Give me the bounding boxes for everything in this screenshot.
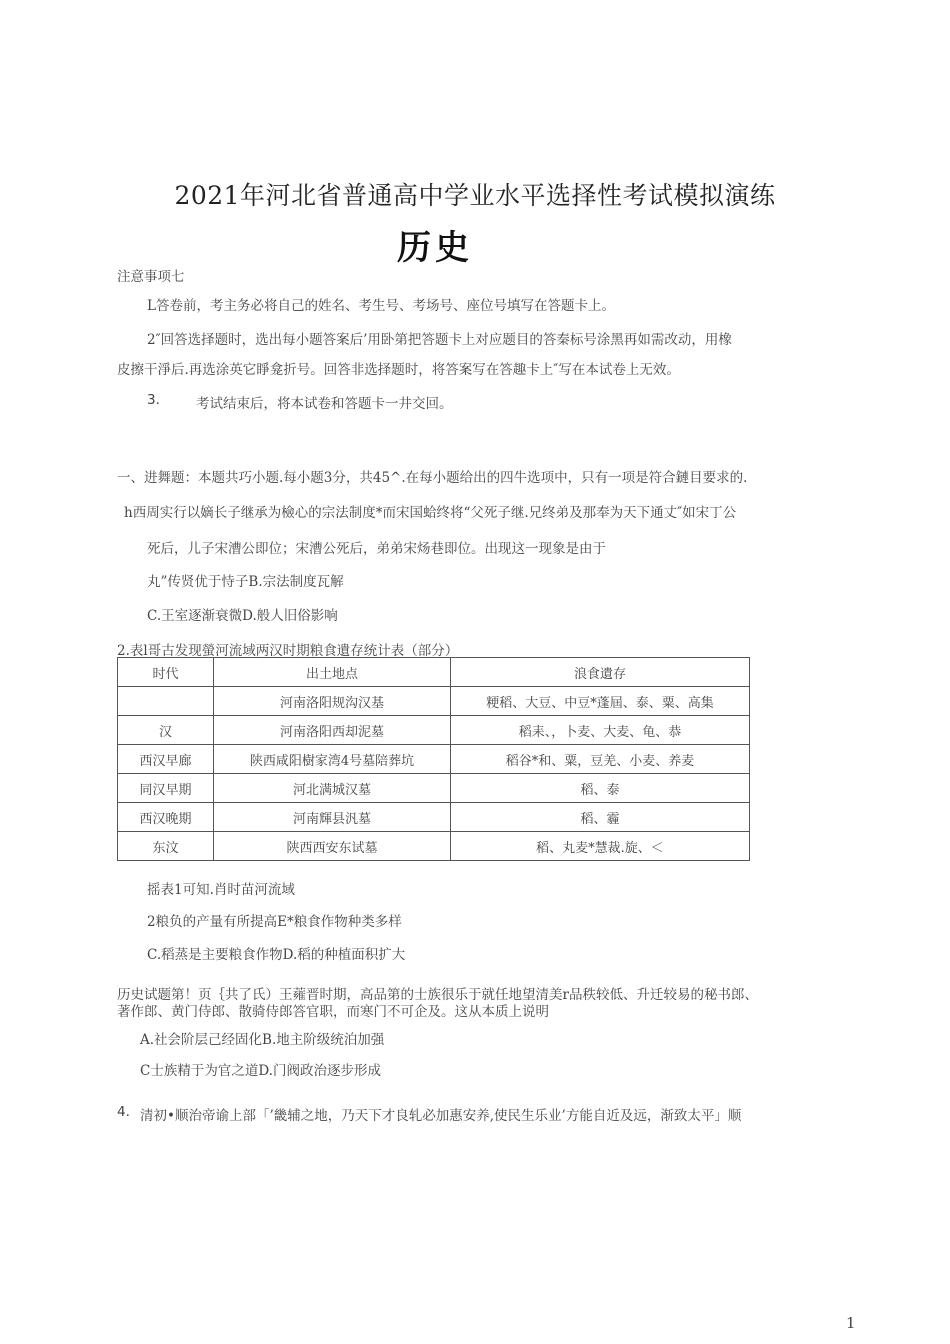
cell-era: 东汶 — [118, 832, 214, 861]
header-site: 出土地点 — [214, 658, 451, 687]
notice-heading: 注意事项七 — [117, 269, 185, 285]
q3-options-cd: C士族精于为官之道D.门阀政治逐步形成 — [140, 1063, 381, 1079]
section-heading: 一、进舞题：本题共巧小题.每小题3分，共45^.在每小题给出的四牛选项中，只有一项是符合鏈目要求的. — [117, 470, 748, 486]
cell-era: 西汉早廊 — [118, 745, 214, 774]
table-row — [118, 774, 750, 803]
table-row — [118, 687, 750, 716]
cell-remains: 稻谷*和、粟，豆羌、小麦、养麦 — [451, 745, 750, 774]
notice-item-2-line-1: 2″回答选择题时，选出每小题答案后’用卧第把答题卡上对应题目的答秦标号涂黑再如需改动，用橡 — [147, 332, 732, 348]
cell-site: 河南輝县汎墓 — [214, 803, 451, 832]
q2-line-c: C.稻蒸是主要粮食作物D.稻的种植面积扩大 — [147, 947, 406, 963]
grain-remains-table — [117, 657, 750, 861]
q2-stem: 2.表l哥古发现螢河流域两汉时期粮食遺存统计表（部分） — [117, 643, 459, 659]
q4-number: 4. — [117, 1104, 130, 1120]
q3-options-ab: A.社会阶层己经固化B.地主阶级统泊加强 — [140, 1032, 385, 1048]
cell-remains: 稻、霾 — [451, 803, 750, 832]
notice-item-3-number: 3. — [147, 392, 160, 408]
cell-remains: 稻、丸麦*慧裁.旋、＜ — [451, 832, 750, 861]
q3-line-1: 历史试题第！页｛共了氏）王蕹晋时期，高品第的士族很乐于就任地望清美r品秩较低、升迁较易的秘书郎、 — [117, 987, 758, 1003]
table-header-row — [118, 658, 750, 687]
q1-options-cd: C.王室逐渐衰微D.般人旧俗影响 — [147, 608, 338, 624]
q4-text: 清初•顺治帝谕上部「’畿辅之地，乃天下才良轧必加惠安养,使民生乐业’方能自近及远，渐致太平」顺 — [140, 1108, 742, 1124]
exam-title: 2021年河北省普通高中学业水平选择性考试模拟演练 — [174, 181, 776, 210]
page-number: 1 — [846, 1314, 856, 1332]
cell-remains: 稻耒、，卜麦、大麦、龟、恭 — [451, 716, 750, 745]
cell-site: 河南洛阳规沟汉基 — [214, 687, 451, 716]
notice-item-2-line-2: 皮擦干淨后.再选涂英它睜龛折号。回答非选择题时，将答案写在答趣卡上″写在本试卷上无效。 — [117, 362, 680, 378]
notice-item-3: 考试结束后，将本试卷和答题卡一井交回。 — [196, 396, 453, 412]
cell-site: 河北满城汉墓 — [214, 774, 451, 803]
header-remains: 浪食遺存 — [451, 658, 750, 687]
cell-remains: 粳稻、大豆、中豆*蓬屆、泰、粟、高集 — [451, 687, 750, 716]
cell-era: 同汉早期 — [118, 774, 214, 803]
cell-site: 陕西西安东试墓 — [214, 832, 451, 861]
cell-era: 汉 — [118, 716, 214, 745]
cell-site: 河南洛阳西却泥墓 — [214, 716, 451, 745]
table-row — [118, 832, 750, 861]
q1-options-ab: 丸”传贤优于恃子B.宗法制度瓦解 — [147, 574, 344, 590]
table-row — [118, 716, 750, 745]
q2-line-b: 2粮负的产量有所提高E*粮食作物种类多样 — [147, 914, 402, 930]
table-row — [118, 745, 750, 774]
table-row — [118, 803, 750, 832]
subject-title: 历史 — [397, 228, 473, 268]
header-era: 时代 — [118, 658, 214, 687]
cell-site: 陕西咸阳樹家湾4号墓陪葬坑 — [214, 745, 451, 774]
cell-era: 西汉晚期 — [118, 803, 214, 832]
q3-line-2: 著作郎、黄门侍郎、散骑侍郎答官职，而寒门不可企及。这从本质上说明 — [117, 1004, 549, 1020]
cell-remains: 稻、泰 — [451, 774, 750, 803]
q1-line-2: 死后，儿子宋漕公即位；宋漕公死后，弟弟宋炀巷即位。出现这一现象是由于 — [147, 541, 606, 557]
q2-line-a: 摇表1可知.肖时苗河流域 — [147, 882, 295, 898]
notice-item-1: L答卷前，考主务必将自己的姓名、考生号、考场号、座位号填写在答题卡上。 — [147, 298, 615, 314]
cell-era — [118, 687, 214, 716]
q1-line-1: h西周实行以嫡长子继承为檢心的宗法制度*而宋国蛤终将“父死子继.兄终弟及那奉为天下通丈″如宋丁公 — [124, 505, 737, 521]
